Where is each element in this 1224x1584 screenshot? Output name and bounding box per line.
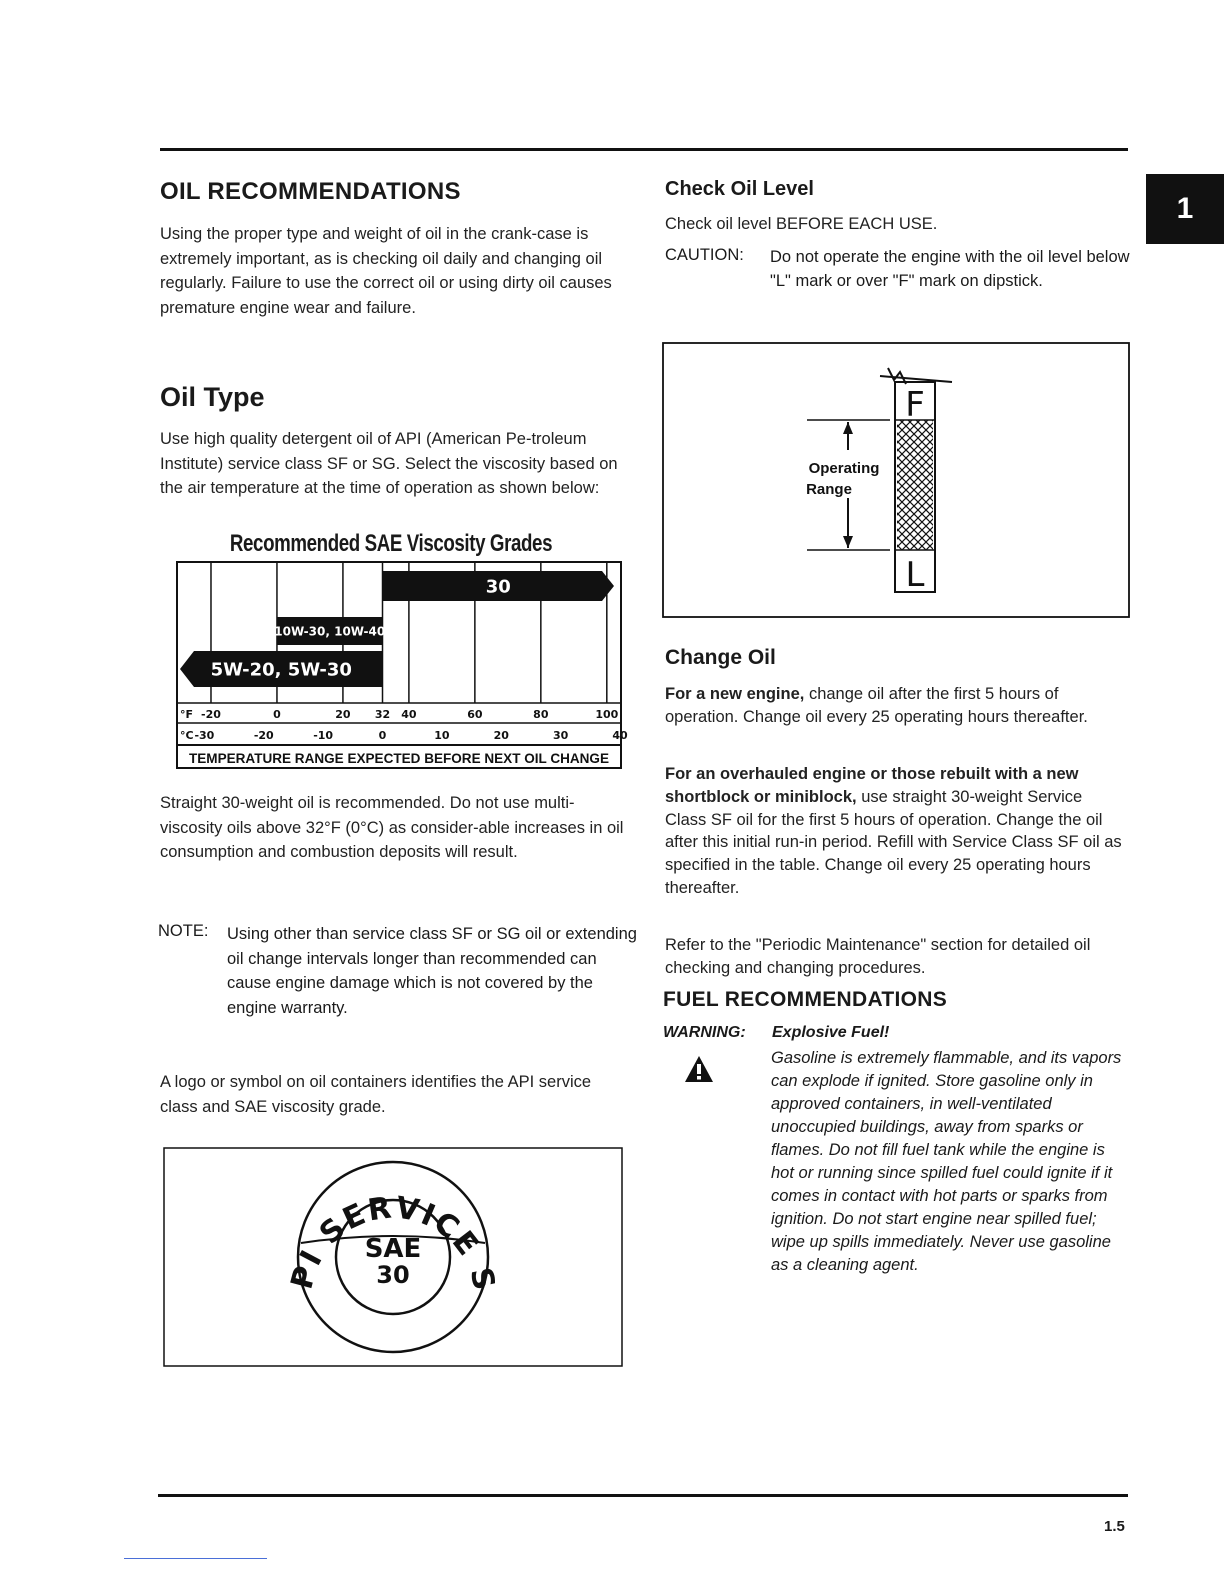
chart-c-tick-4: 10 (434, 729, 450, 742)
logo-sae: SAE (364, 1234, 422, 1264)
footer-link-underline (124, 1558, 267, 1559)
change-oil-new-engine (665, 683, 1123, 729)
chart-c-tick-5: 20 (493, 729, 509, 742)
chart-c-tick-7: 40 (612, 729, 628, 742)
chart-c-tick-6: 30 (552, 729, 569, 742)
caution-label: CAUTION: (665, 246, 744, 264)
logo-weight: 30 (376, 1261, 410, 1289)
chart-f-tick-1: 0 (273, 708, 281, 721)
new-engine-text: change oil after the first 5 hours of operation. Change oil every 25 operating hours thereafter. (665, 685, 1088, 726)
oil-type-heading: Oil Type (160, 382, 265, 412)
chart-bar-label-2: 5W-20, 5W-30 (210, 659, 352, 681)
chart-c-tick-1: -20 (253, 729, 274, 742)
oil-recommendations-intro: Using the proper type and weight of oil in the crank-case is extremely important, as is checking oil daily and changing oil regularly. Failure to use the correct oil or using dirty oil causes premature engine wear and failure. (160, 225, 612, 317)
logo-description: A logo or symbol on oil containers identifies the API service class and SAE viscosity grade. (160, 1073, 592, 1116)
caution-text: Do not operate the engine with the oil level below "L" mark or over "F" mark on dipstick. (770, 248, 1130, 290)
dipstick-svg (662, 342, 1130, 618)
api-service-logo (163, 1147, 623, 1367)
dipstick-low-mark: L (905, 555, 925, 595)
logo-arc-text: PI SERVICE S (284, 1190, 502, 1296)
dipstick-full-mark: F (905, 385, 925, 425)
api-logo-box (163, 1147, 623, 1372)
operating-range-label-2: Range (806, 481, 852, 498)
chart-c-unit: °C (180, 729, 194, 742)
warning-triangle-icon (684, 1055, 714, 1088)
viscosity-chart-svg (176, 561, 628, 769)
periodic-maintenance-reference: Refer to the "Periodic Maintenance" section for detailed oil checking and changing procedures. (665, 936, 1091, 977)
page-number: 1.5 (1104, 1518, 1125, 1535)
change-oil-heading: Change Oil (665, 646, 776, 669)
operating-range-label-1: Operating (808, 460, 880, 477)
chart-title: Recommended SAE Viscosity Grades (229, 530, 553, 557)
chart-f-tick-2: 20 (335, 708, 351, 721)
warning-title: Explosive Fuel! (772, 1024, 890, 1041)
note-text: Using other than service class SF or SG oil or extending oil change intervals longer than recommended can cause engine damage which is not covered by the engine warranty. (227, 925, 637, 1017)
oil-type-text: Use high quality detergent oil of API (American Pe-troleum Institute) service class SF or SG. Select the viscosity based on the air temperature at the time of operation as shown below: (160, 430, 618, 497)
overhaul-bold: For an overhauled engine or those rebuilt with a new shortblock or miniblock, (665, 765, 1079, 806)
dipstick-diagram (662, 342, 1130, 623)
overhaul-text: use straight 30-weight Service Class SF oil for the first 5 hours of operation. Change the oil after this initial run-in period. Refill with Service Class SF oil as specified in the table. Change oil every 25 operating hours thereafter. (665, 787, 1122, 897)
chart-f-tick-6: 80 (533, 708, 549, 721)
section-tab: 1 (1146, 174, 1224, 244)
warning-label: WARNING: (663, 1024, 746, 1041)
viscosity-chart (176, 561, 628, 774)
new-engine-bold: For a new engine, (665, 685, 805, 703)
straight-weight-text: Straight 30-weight oil is recommended. Do not use multi-viscosity oils above 32°F (0°C) as consider-able increases in oil consumption and combustion deposits will result. (160, 794, 624, 861)
note-label: NOTE: (158, 922, 209, 940)
change-oil-overhaul (665, 763, 1123, 900)
warning-text: Gasoline is extremely flammable, and its vapors can explode if ignited. Store gasoline only in approved containers, in well-ventilated unoccupied buildings, away from sparks or flames. Do not fill fuel tank while the engine is hot or running since spilled fuel could ignite if it comes in contact with hot parts or sparks from ignition. Do not start engine near spilled fuel; wipe up spills immediately. Never use gasoline as a cleaning agent. (771, 1049, 1122, 1274)
chart-bar-label-1: 10W-30, 10W-40 (274, 624, 386, 639)
check-oil-heading: Check Oil Level (665, 178, 814, 200)
chart-c-tick-3: 0 (378, 729, 387, 742)
chart-f-tick-7: 100 (595, 708, 619, 721)
chart-f-tick-5: 60 (467, 708, 483, 721)
chart-f-tick-0: -20 (201, 708, 221, 721)
chart-f-unit: °F (180, 708, 194, 721)
top-rule (160, 148, 1128, 151)
oil-recommendations-heading: OIL RECOMMENDATIONS (160, 178, 461, 205)
fuel-recommendations-heading: FUEL RECOMMENDATIONS (663, 988, 948, 1011)
chart-xlabel: TEMPERATURE RANGE EXPECTED BEFORE NEXT OIL CHANGE (189, 751, 609, 766)
svg-text:API SERVICE SF (163, 1147, 502, 1295)
chart-c-tick-0: -30 (194, 729, 215, 742)
chart-f-tick-4: 40 (401, 708, 417, 721)
chart-bar-label-0: 30 (485, 576, 511, 598)
chart-f-tick-3: 32 (374, 708, 391, 721)
bottom-rule (158, 1494, 1128, 1497)
chart-c-tick-2: -10 (313, 729, 334, 742)
check-oil-text: Check oil level BEFORE EACH USE. (665, 215, 938, 233)
